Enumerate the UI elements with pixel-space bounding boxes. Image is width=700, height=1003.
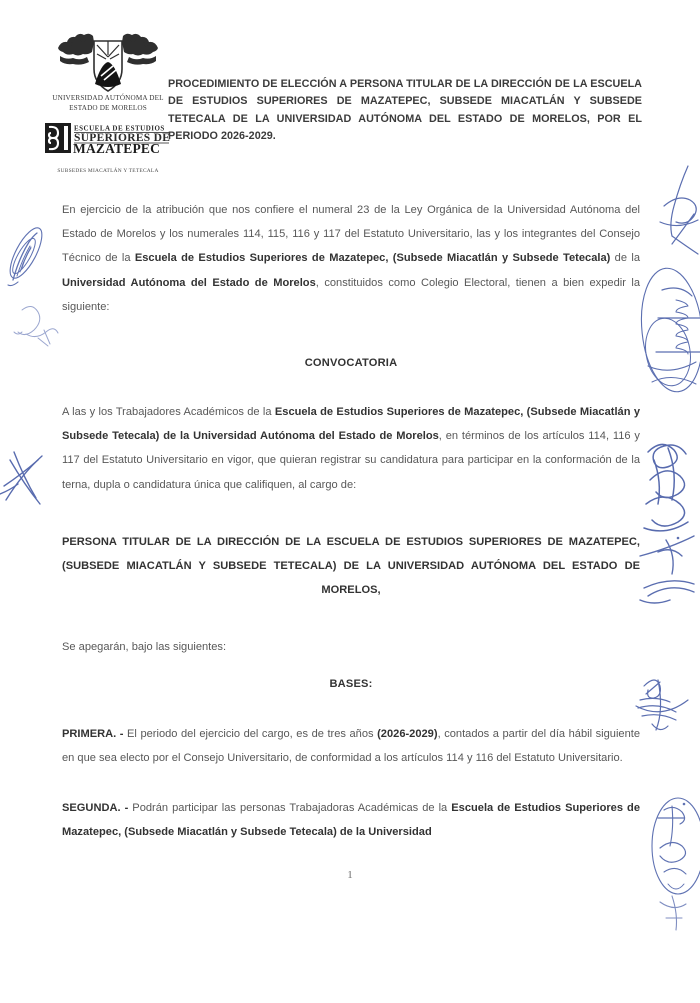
position-title-block <box>62 530 640 603</box>
page-number: 1 <box>347 869 353 881</box>
university-name-line-1: UNIVERSIDAD AUTÓNOMA DEL <box>52 94 164 102</box>
signature-left-lower <box>0 452 42 504</box>
spacer <box>62 602 640 635</box>
addressees-segment-2: , en términos de los artículos 114, 116 y 117 del Estatuto Universitario en vigor, que quieran registrar su candidatura para participar en la conformación de la terna, dupla o candidatura única que califiquen, al cargo de: <box>62 430 640 491</box>
signature-left-upper <box>4 224 48 286</box>
paragraph-addressees <box>62 400 640 497</box>
signature-bottom-tail <box>660 896 686 930</box>
mazatepec-school-logo-icon <box>45 122 171 162</box>
spacer <box>62 374 640 400</box>
paragraph-intro <box>62 198 640 319</box>
segunda-label: SEGUNDA. - <box>62 801 129 814</box>
subsedes-label: SUBSEDES MIACATLÁN Y TETECALA <box>57 168 159 175</box>
primera-segment-1: El periodo del ejercicio del cargo, es de tres años <box>123 727 378 740</box>
paragraph-se-apegaran: Se apegarán, bajo las siguientes: <box>62 641 227 654</box>
university-crest-icon <box>56 32 160 92</box>
university-name <box>44 94 172 113</box>
spacer <box>62 319 640 352</box>
spacer <box>62 497 640 530</box>
school-logo-line-2: SUPERIORES DE <box>74 132 171 145</box>
document-header <box>0 32 700 182</box>
convocatoria-heading: CONVOCATORIA <box>304 356 398 369</box>
segunda-bold-institution: Escuela de Estudios Superiores de Mazatepec, (Subsede Miacatlán y Subsede Tetecala) de la Universidad <box>62 801 640 839</box>
addressees-segment-1: A las y los Trabajadores Académicos de la <box>62 406 275 419</box>
spacer <box>62 770 640 796</box>
spacer <box>62 696 640 722</box>
paragraph-primera <box>62 722 640 770</box>
school-logo-line-3: MAZATEPEC <box>73 141 161 157</box>
addressees-bold-institution: Escuela de Estudios Superiores de Mazatepec, (Subsede Miacatlán y Subsede Tetecala) de la Universidad Autónoma del Estado de Morelos <box>62 406 640 443</box>
primera-segment-2: , contados a partir del día hábil siguiente en que sea electo por el Consejo Universitario, de conformidad a los artículos 114 y 116 del Estatuto Universitario. <box>62 727 641 764</box>
segunda-segment-1: Podrán participar las personas Trabajadoras Académicas de la <box>128 801 452 814</box>
document-body <box>62 198 640 844</box>
position-title-line-1: PERSONA TITULAR DE LA DIRECCIÓN DE LA ESCUELA DE ESTUDIOS SUPERIORES DE MAZATEPEC, <box>62 535 640 548</box>
spacer <box>62 659 640 673</box>
bases-heading: BASES: <box>329 678 373 691</box>
document-title: PROCEDIMIENTO DE ELECCIÓN A PERSONA TITULAR DE LA DIRECCIÓN DE LA ESCUELA DE ESTUDIOS SUPERIORES DE MAZATEPEC, SUBSEDE MIACATLÁN Y SUBSEDE TETECALA DE LA UNIVERSIDAD AUTÓNOMA DEL ESTADO DE MORELOS, POR EL PERIODO 2026-2029. <box>168 78 642 143</box>
intro-bold-university: Universidad Autónoma del Estado de Morelos <box>62 276 316 289</box>
position-title-line-3: MORELOS, <box>321 584 381 597</box>
primera-label: PRIMERA. - <box>62 727 124 740</box>
institutional-logos <box>44 32 172 174</box>
paragraph-segunda <box>62 796 640 844</box>
school-logo-line-1: ESCUELA DE ESTUDIOS <box>74 124 165 133</box>
intro-segment-3: , constituidos como Colegio Electoral, tienen a bien expedir la siguiente: <box>62 276 640 313</box>
signature-right-diagonal <box>640 536 694 603</box>
intro-segment-1: En ejercicio de la atribución que nos confiere el numeral 23 de la Ley Orgánica de la Universidad Autónoma del Estado de Morelos y los numerales 114, 115, 116 y 117 del Estatuto Universitario, las y los integrantes del Consejo Técnico de la <box>62 204 640 265</box>
university-name-line-2: ESTADO DE MORELOS <box>69 103 147 112</box>
position-title-line-2: (SUBSEDE MIACATLÁN Y SUBSEDE TETECALA) DE LA UNIVERSIDAD AUTÓNOMA DEL ESTADO DE <box>62 559 640 572</box>
intro-bold-school: Escuela de Estudios Superiores de Mazatepec, (Subsede Miacatlán y Subsede Tetecala) <box>134 252 611 265</box>
signature-right-cursive <box>644 444 688 530</box>
primera-bold-period: (2026-2029) <box>377 727 438 740</box>
intro-segment-2: de la <box>610 252 640 265</box>
signature-left-middle <box>14 306 58 346</box>
signature-right-center <box>636 265 700 395</box>
signature-right-spiky <box>636 680 688 730</box>
